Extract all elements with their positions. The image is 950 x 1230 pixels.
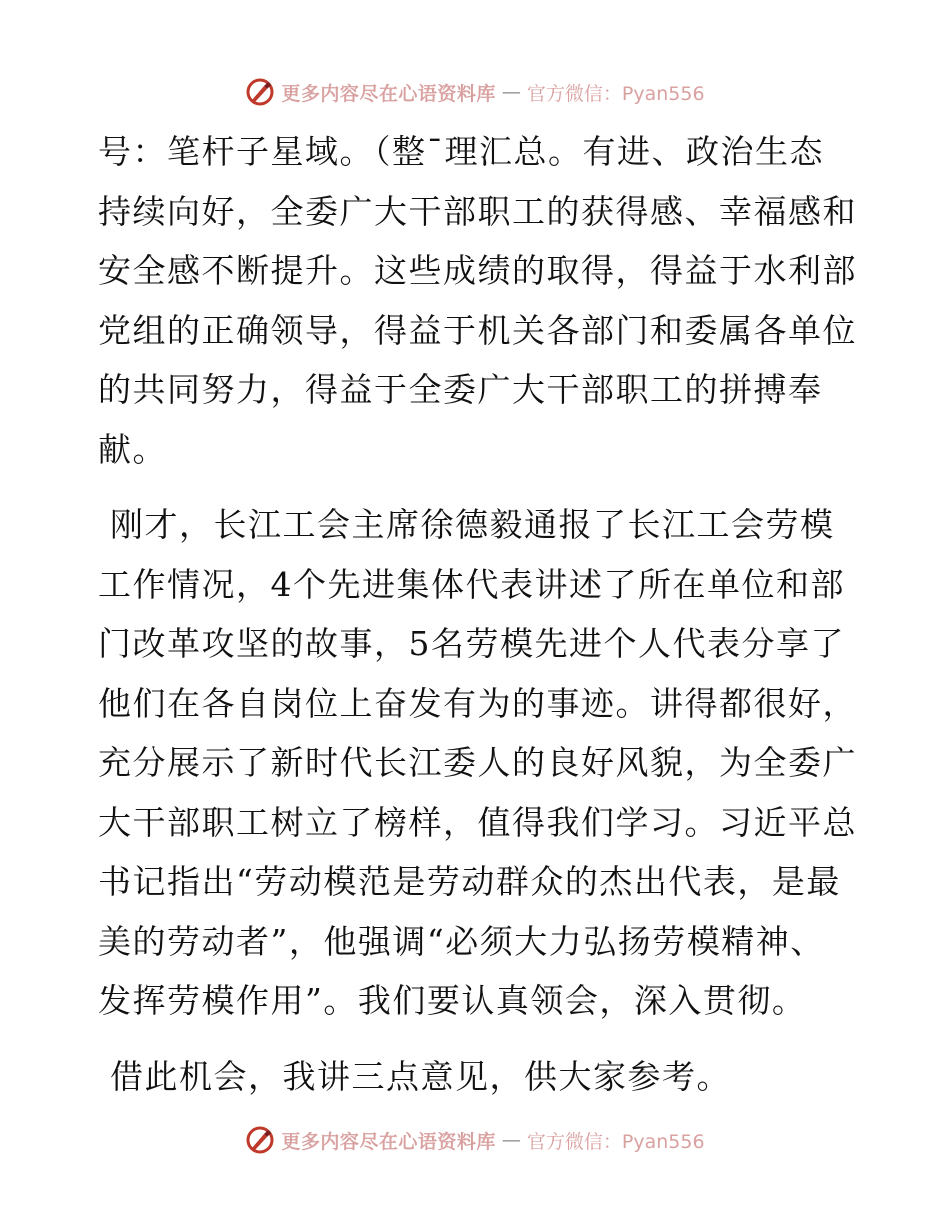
watermark-separator: — [501, 1129, 521, 1151]
paragraph-2: 刚才，长江工会主席徐德毅通报了长江工会劳模工作情况，4个先进集体代表讲述了所在单位和部门改革攻坚的故事，5名劳模先进个人代表分享了他们在各自岗位上奋发有为的事迹。讲得都很好，充分展示了新时代长江委人的良好风貌，为全委广大干部职工树立了榜样，值得我们学习。习近平总书记指出“劳动模范是劳动群众的杰出代表，是最美的劳动者”，他强调“必须大力弘扬劳模精神、发挥劳模作用”。我们要认真领会，深入贯彻。 [98, 505, 857, 1020]
watermark-separator: — [501, 81, 521, 103]
document-body [98, 122, 858, 1106]
watermark-contact: 官方微信：Pyan556 [526, 82, 705, 105]
pen-logo-icon [245, 1125, 275, 1155]
watermark-brand: 更多内容尽在心语资料库 [281, 1130, 496, 1153]
header-watermark [0, 72, 950, 112]
footer-watermark [0, 1120, 950, 1160]
paragraph-1: 号：笔杆子星域。（整¯理汇总。有进、政治生态持续向好，全委广大干部职工的获得感、幸福感和安全感不断提升。这些成绩的取得，得益于水利部党组的正确领导，得益于机关各部门和委属各单位的共同努力，得益于全委广大干部职工的拼搏奉献。 [98, 132, 857, 469]
watermark-row [245, 77, 704, 107]
paragraph-3: 借此机会，我讲三点意见，供大家参考。 [110, 1056, 731, 1096]
watermark-contact: 官方微信：Pyan556 [526, 1130, 705, 1153]
watermark-row [245, 1125, 704, 1155]
watermark-brand: 更多内容尽在心语资料库 [281, 82, 496, 105]
pen-logo-icon [245, 77, 275, 107]
